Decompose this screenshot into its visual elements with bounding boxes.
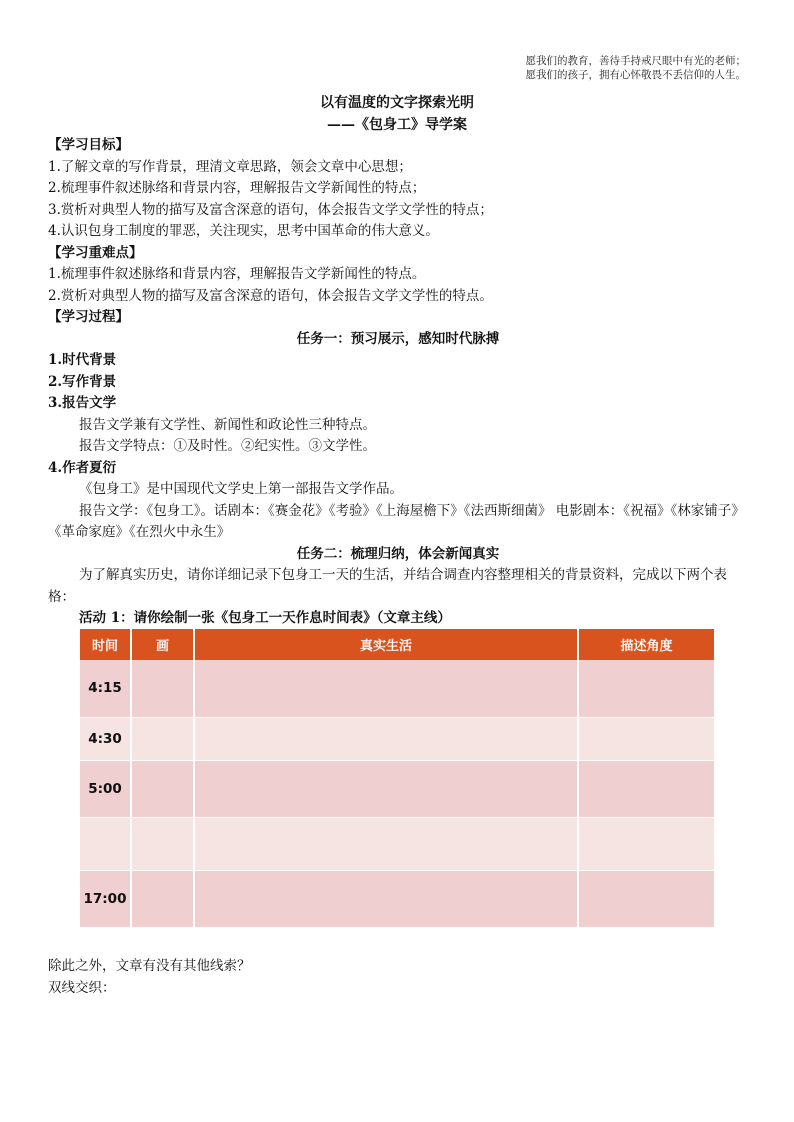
- double-line-label: 双线交织：: [48, 979, 116, 996]
- goal-item: 1.了解文章的写作背景，理清文章思路，领会文章中心思想；: [48, 158, 412, 175]
- task1-title: 任务一：预习展示，感知时代脉搏: [296, 330, 500, 347]
- angle-cell[interactable]: [578, 817, 715, 870]
- time-cell: 4:15: [80, 660, 131, 717]
- section-era-background: 1.时代背景: [48, 352, 117, 368]
- table-row: [80, 760, 715, 817]
- activity1-title: 活动 1：请你绘制一张《包身工一天作息时间表》（文章主线）: [79, 610, 451, 626]
- angle-cell[interactable]: [578, 717, 715, 760]
- column-header-angle: 描述角度: [578, 629, 715, 660]
- task2-title: 任务二：梳理归纳，体会新闻真实: [296, 545, 500, 562]
- page-subtitle: ——《包身工》导学案: [327, 117, 467, 133]
- picture-cell[interactable]: [131, 760, 194, 817]
- motto-line-1: 愿我们的教育，善待手持戒尺眼中有光的老师；: [525, 55, 746, 67]
- time-cell: 17:00: [80, 870, 131, 927]
- real-life-cell[interactable]: [194, 717, 578, 760]
- table-row: [80, 817, 715, 870]
- reportage-paragraph-2: 报告文学特点：①及时性。②纪实性。③文学性。: [79, 438, 376, 454]
- picture-cell[interactable]: [131, 717, 194, 760]
- picture-cell[interactable]: [131, 817, 194, 870]
- time-cell: [80, 817, 131, 870]
- picture-cell[interactable]: [131, 660, 194, 717]
- angle-cell[interactable]: [578, 660, 715, 717]
- table-row: [80, 717, 715, 760]
- table-row: [80, 870, 715, 927]
- task2-intro: 为了解真实历史，请你详细记录下包身工一天的生活，并结合调查内容整理相关的背景资料，完成以下两个表格：: [48, 567, 727, 605]
- follow-up-section: [48, 956, 251, 999]
- process-heading: 【学习过程】: [48, 309, 129, 325]
- motto: [526, 54, 747, 82]
- follow-up-question: 除此之外，文章有没有其他线索？: [48, 958, 251, 974]
- key-points-heading: 【学习重难点】: [48, 244, 143, 261]
- goal-item: 3.赏析对典型人物的描写及富含深意的语句，体会报告文学文学性的特点；: [48, 201, 493, 218]
- goal-item: 4.认识包身工制度的罪恶，关注现实，思考中国革命的伟大意义。: [48, 223, 439, 239]
- time-cell: 4:30: [80, 717, 131, 760]
- section-writing-background: 2.写作背景: [48, 373, 117, 390]
- key-point-item: 1.梳理事件叙述脉络和背景内容，理解报告文学新闻性的特点。: [48, 266, 426, 282]
- real-life-cell[interactable]: [194, 870, 578, 927]
- real-life-cell[interactable]: [194, 760, 578, 817]
- goals-heading: 【学习目标】: [48, 137, 129, 153]
- real-life-cell[interactable]: [194, 660, 578, 717]
- schedule-table: [80, 629, 716, 928]
- goal-item: 2.梳理事件叙述脉络和背景内容，理解报告文学新闻性的特点；: [48, 180, 426, 196]
- angle-cell[interactable]: [578, 760, 715, 817]
- time-cell: 5:00: [80, 760, 131, 817]
- table-row: [80, 660, 715, 717]
- column-header-real-life: 真实生活: [194, 629, 578, 660]
- column-header-picture: 画: [131, 629, 194, 660]
- angle-cell[interactable]: [578, 870, 715, 927]
- section-author: 4.作者夏衍: [48, 459, 117, 476]
- table-header-row: [80, 629, 715, 660]
- page-title: 以有温度的文字探索光明: [320, 95, 474, 111]
- author-paragraph-2: 报告文学：《包身工》。话剧本：《赛金花》《考验》《上海屋檐下》《法西斯细菌》 电影剧本：《祝福》《林家铺子》《革命家庭》《在烈火中永生》: [48, 502, 745, 540]
- motto-line-2: 愿我们的孩子，拥有心怀敬畏不丢信仰的人生。: [525, 69, 746, 81]
- real-life-cell[interactable]: [194, 817, 578, 870]
- reportage-paragraph-1: 报告文学兼有文学性、新闻性和政论性三种特点。: [79, 416, 376, 433]
- document-body: [48, 135, 748, 630]
- picture-cell[interactable]: [131, 870, 194, 927]
- key-point-item: 2.赏析对典型人物的描写及富含深意的语句，体会报告文学文学性的特点。: [48, 287, 493, 304]
- section-reportage: 3.报告文学: [48, 395, 117, 411]
- column-header-time: 时间: [80, 629, 131, 660]
- author-paragraph-1: 《包身工》是中国现代文学史上第一部报告文学作品。: [79, 481, 403, 497]
